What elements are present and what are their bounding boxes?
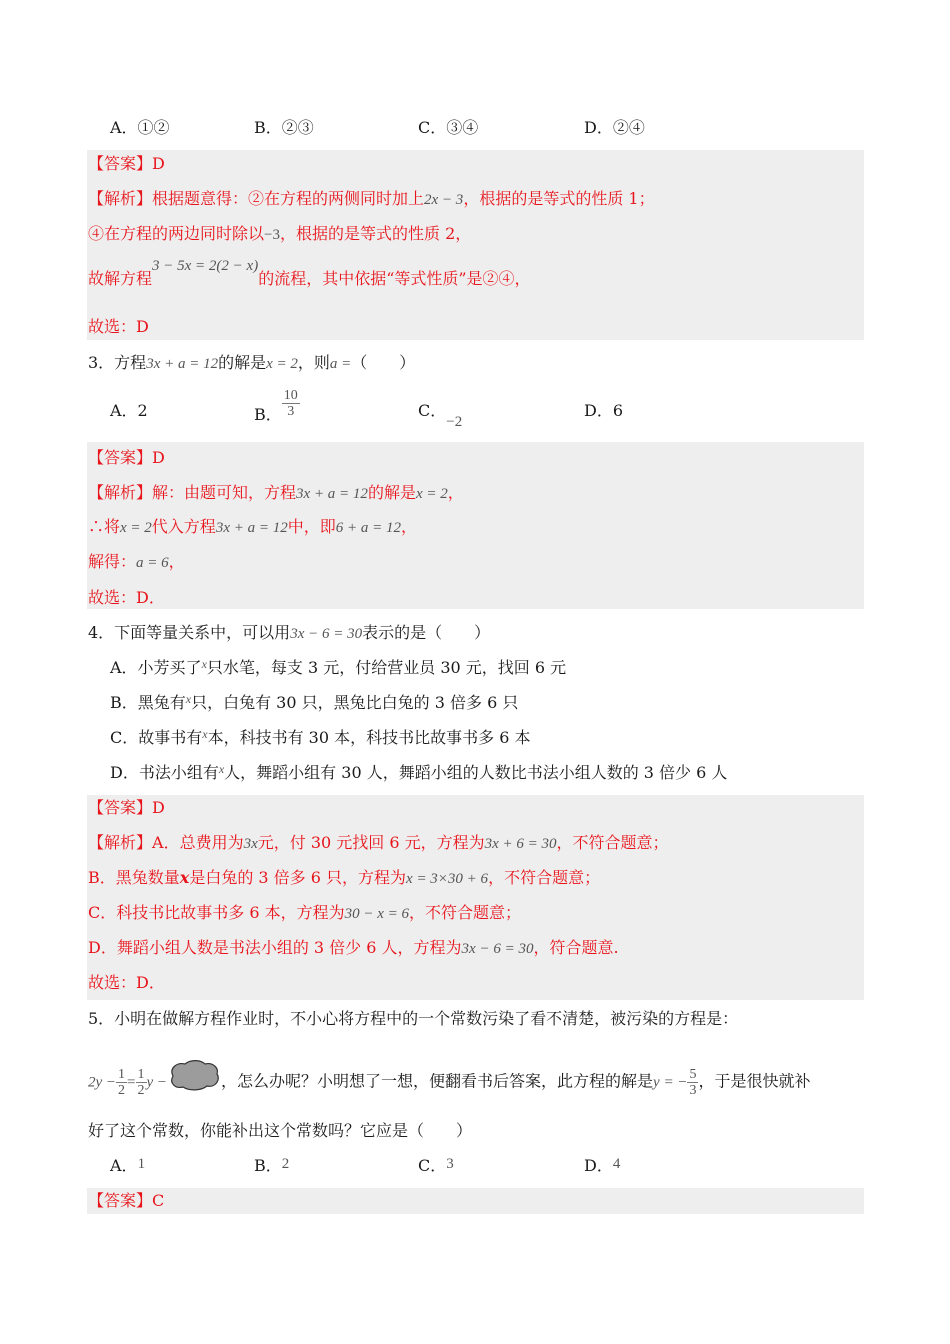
text: 3．方程 — [88, 353, 147, 372]
q5-option-b — [254, 1155, 289, 1178]
analysis-tag: 【解析】 — [88, 483, 153, 502]
q4-analysis-line4 — [88, 937, 619, 960]
text: ∴将 — [88, 517, 121, 536]
text: ，不符合题意； — [488, 868, 601, 887]
math-expression: x = 3×30 + 6 — [406, 871, 489, 887]
q2-option-b: B．②③ — [254, 118, 314, 137]
text: D． — [584, 1156, 613, 1175]
text: 本，科技书有 30 本，科技书比故事书多 6 本 — [207, 728, 531, 747]
text: ， — [400, 517, 417, 536]
text: B． — [254, 405, 282, 424]
text: 解：由题可知，方程 — [152, 483, 297, 502]
text: 代入方程 — [151, 517, 216, 536]
fraction — [116, 1067, 127, 1098]
fraction — [136, 1067, 147, 1098]
text: 只水笔，每支 3 元，付给营业员 30 元，找回 6 元 — [206, 658, 567, 677]
math-expression: 3 − 5x = 2(2 − x) — [152, 258, 259, 274]
text: （ ） — [351, 353, 416, 372]
q5-answer: 【答案】C — [88, 1191, 165, 1210]
math-expression: 3x — [243, 836, 258, 852]
math-expression: 3x − 6 = 30 — [461, 941, 534, 957]
q5-option-a — [110, 1155, 145, 1178]
math-expression: 30 − x = 6 — [344, 906, 410, 922]
numerator: 5 — [689, 1066, 697, 1082]
text: ，则 — [297, 353, 330, 372]
q4-option-a — [110, 657, 566, 680]
q4-option-c — [110, 727, 530, 750]
text: 的解是 — [367, 483, 416, 502]
q3-option-c — [418, 400, 463, 430]
text: ，符合题意. — [533, 938, 619, 957]
text: B．黑兔数量 — [88, 868, 180, 887]
q4-answer-block — [87, 795, 864, 1000]
text: ，怎么办呢？小明想了一想，便翻看书后答案，此方程的解是 — [221, 1071, 654, 1091]
q4-answer: 【答案】D — [88, 798, 165, 817]
math-expression: x = 2 — [120, 520, 152, 536]
analysis-tag: 【解析】 — [88, 833, 153, 852]
text: 的解是 — [218, 353, 267, 372]
q2-analysis-line1 — [88, 188, 655, 211]
q3-analysis-line2 — [88, 516, 417, 539]
q5-stem-line3: 好了这个常数，你能补出这个常数吗？它应是（ ） — [88, 1121, 473, 1140]
value: 4 — [612, 1156, 621, 1172]
text: C．故事书有 — [110, 728, 203, 747]
text: ，于是很快就补 — [698, 1071, 811, 1091]
text: C． — [418, 1156, 447, 1175]
text: B．黑兔有 — [110, 693, 186, 712]
q4-option-d — [110, 762, 727, 785]
q4-analysis-line1 — [88, 832, 669, 855]
text: 是白兔的 3 倍多 6 只，方程为 — [189, 868, 407, 887]
value: 1 — [137, 1156, 146, 1172]
numerator: 1 — [118, 1066, 126, 1082]
q3-option-d: D．6 — [584, 401, 624, 420]
q3-option-b — [254, 388, 300, 424]
q5-option-d — [584, 1155, 620, 1178]
text: ，不符合题意； — [409, 903, 522, 922]
q2-analysis-line2 — [88, 223, 471, 246]
text: ，根据的是等式的性质 1； — [463, 189, 655, 208]
fraction — [282, 388, 300, 419]
ink-stain-icon — [167, 1058, 221, 1106]
text: A．总费用为 — [152, 833, 244, 852]
math-expression: −2 — [446, 414, 463, 430]
text: ④在方程的两边同时除以 — [88, 224, 265, 243]
text: 人，舞蹈小组有 30 人，舞蹈小组的人数比书法小组人数的 3 倍少 6 人 — [224, 763, 728, 782]
denominator: 2 — [137, 1082, 145, 1098]
math-expression: x = 2 — [266, 356, 298, 372]
text: 根据题意得：②在方程的两侧同时加上 — [152, 189, 425, 208]
q3-analysis-line3 — [88, 551, 185, 574]
math-expression: = — [127, 1074, 136, 1091]
math-expression: 6 + a = 12 — [335, 520, 401, 536]
text: C．科技书比故事书多 6 本，方程为 — [88, 903, 345, 922]
analysis-tag: 【解析】 — [88, 189, 153, 208]
q3-answer: 【答案】D — [88, 448, 165, 467]
q2-answer: 【答案】D — [88, 154, 165, 173]
text: 表示的是（ ） — [362, 623, 491, 642]
variable-x: x — [218, 762, 225, 776]
text: ，不符合题意； — [556, 833, 669, 852]
q3-option-a: A．2 — [110, 401, 148, 420]
text: C． — [418, 401, 447, 420]
math-expression: y − — [146, 1074, 168, 1091]
numerator: 1 — [137, 1066, 145, 1082]
q3-stem — [88, 352, 415, 375]
math-expression: a = 6 — [136, 555, 169, 571]
q4-analysis-line5: 故选：D． — [88, 973, 165, 992]
math-expression: x = 2 — [415, 486, 448, 502]
text: ， — [447, 483, 464, 502]
q4-stem — [88, 622, 490, 645]
fraction — [687, 1067, 698, 1098]
q5-stem-line1: 5．小明在做解方程作业时，不小心将方程中的一个常数污染了看不清楚，被污染的方程是： — [88, 1009, 739, 1028]
math-expression: 3x − 6 = 30 — [290, 626, 363, 642]
denominator: 2 — [118, 1082, 126, 1098]
q3-analysis-line1 — [88, 482, 464, 505]
math-expression: 3x + a = 12 — [215, 520, 288, 536]
text: 的流程，其中依据“等式性质”是②④， — [258, 269, 531, 288]
q5-stem-line2 — [88, 1058, 810, 1106]
q2-analysis-line4: 故选：D — [88, 317, 149, 336]
text: 只，白兔有 30 只，黑兔比白兔的 3 倍多 6 只 — [191, 693, 519, 712]
variable-x: x — [202, 727, 208, 741]
variable-x: x — [179, 868, 190, 887]
math-expression: −3 — [264, 227, 280, 243]
denominator: 3 — [689, 1082, 697, 1098]
math-expression: 3x + a = 12 — [146, 356, 219, 372]
text: 故解方程 — [88, 269, 153, 288]
value: 2 — [281, 1156, 290, 1172]
denominator: 3 — [287, 404, 295, 419]
math-expression: 2x − 3 — [424, 192, 464, 208]
numerator: 10 — [283, 388, 298, 403]
text: ， — [168, 552, 185, 571]
text: 中，即 — [287, 517, 336, 536]
variable-x: x — [185, 692, 192, 706]
q5-answer-block — [87, 1188, 864, 1214]
text: 4．下面等量关系中，可以用 — [88, 623, 291, 642]
variable-x: x — [201, 657, 207, 671]
q2-option-d: D．②④ — [584, 118, 645, 137]
text: A．小芳买了 — [110, 658, 202, 677]
text: A． — [110, 1156, 138, 1175]
q2-analysis-line3 — [88, 258, 531, 291]
text: 元，付 30 元找回 6 元，方程为 — [257, 833, 485, 852]
value: 3 — [446, 1156, 454, 1172]
q4-option-b — [110, 692, 518, 715]
text: B． — [254, 1156, 282, 1175]
math-expression: y = − — [653, 1074, 688, 1091]
text: 解得： — [88, 552, 137, 571]
q5-option-c — [418, 1155, 454, 1178]
q4-analysis-line2 — [88, 867, 600, 890]
text: ，根据的是等式的性质 2， — [279, 224, 472, 243]
text: D．舞蹈小组人数是书法小组的 3 倍少 6 人，方程为 — [88, 938, 462, 957]
text: D．书法小组有 — [110, 763, 219, 782]
math-expression: 3x + 6 = 30 — [484, 836, 557, 852]
math-expression: 2y − — [88, 1074, 117, 1091]
q3-analysis-line4: 故选：D． — [88, 588, 165, 607]
q4-analysis-line3 — [88, 902, 521, 925]
q2-option-a: A．①② — [110, 118, 170, 137]
math-expression: 3x + a = 12 — [296, 486, 368, 502]
q2-option-c: C．③④ — [418, 118, 479, 137]
math-expression: a = — [329, 356, 352, 372]
